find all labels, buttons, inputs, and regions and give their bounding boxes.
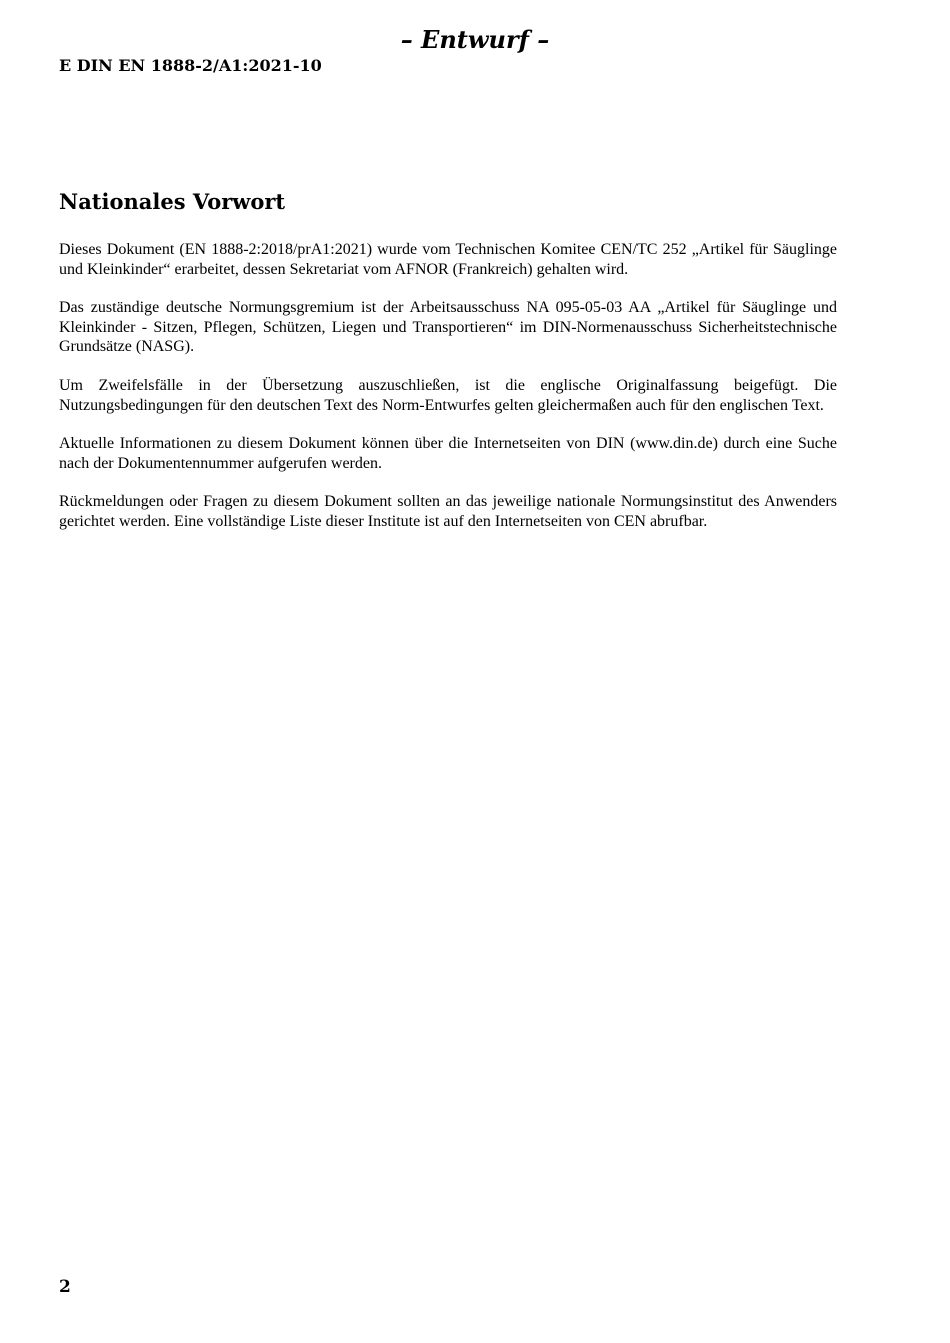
paragraph-feedback: Rückmeldungen oder Fragen zu diesem Dokument sollten an das jeweilige nationale Normungsinstitut des Anwenders gerichtet werden. Eine vollständige Liste dieser Institute ist auf den Internetseiten von CEN abrufbar. (59, 493, 837, 530)
section-title: Nationales Vorwort (59, 189, 286, 214)
draft-watermark-heading: – Entwurf – (400, 25, 550, 54)
foreword-body (59, 240, 837, 551)
paragraph-working-committee: Das zuständige deutsche Normungsgremium ist der Arbeitsausschuss NA 095-05-03 AA „Artikel für Säuglinge und Kleinkinder - Sitzen, Pflegen, Schützen, Liegen und Transportieren“ im DIN-Normenausschuss Sicherheitstechnische Grundsätze (NASG). (59, 299, 837, 356)
document-identifier: E DIN EN 1888-2/A1:2021-10 (59, 56, 322, 75)
paragraph-current-info: Aktuelle Informationen zu diesem Dokument können über die Internetseiten von DIN (www.din.de) durch eine Suche nach der Dokumentennummer aufgerufen werden. (59, 435, 837, 472)
page-number: 2 (59, 1277, 71, 1297)
paragraph-translation: Um Zweifelsfälle in der Übersetzung auszuschließen, ist die englische Originalfassung beigefügt. Die Nutzungsbedingungen für den deutschen Text des Norm-Entwurfes gelten gleichermaßen auch für den englischen Text. (59, 376, 837, 414)
paragraph-committee: Dieses Dokument (EN 1888-2:2018/prA1:2021) wurde vom Technischen Komitee CEN/TC 252 „Artikel für Säuglinge und Kleinkinder“ erarbeitet, dessen Sekretariat vom AFNOR (Frankreich) gehalten wird. (59, 241, 837, 278)
